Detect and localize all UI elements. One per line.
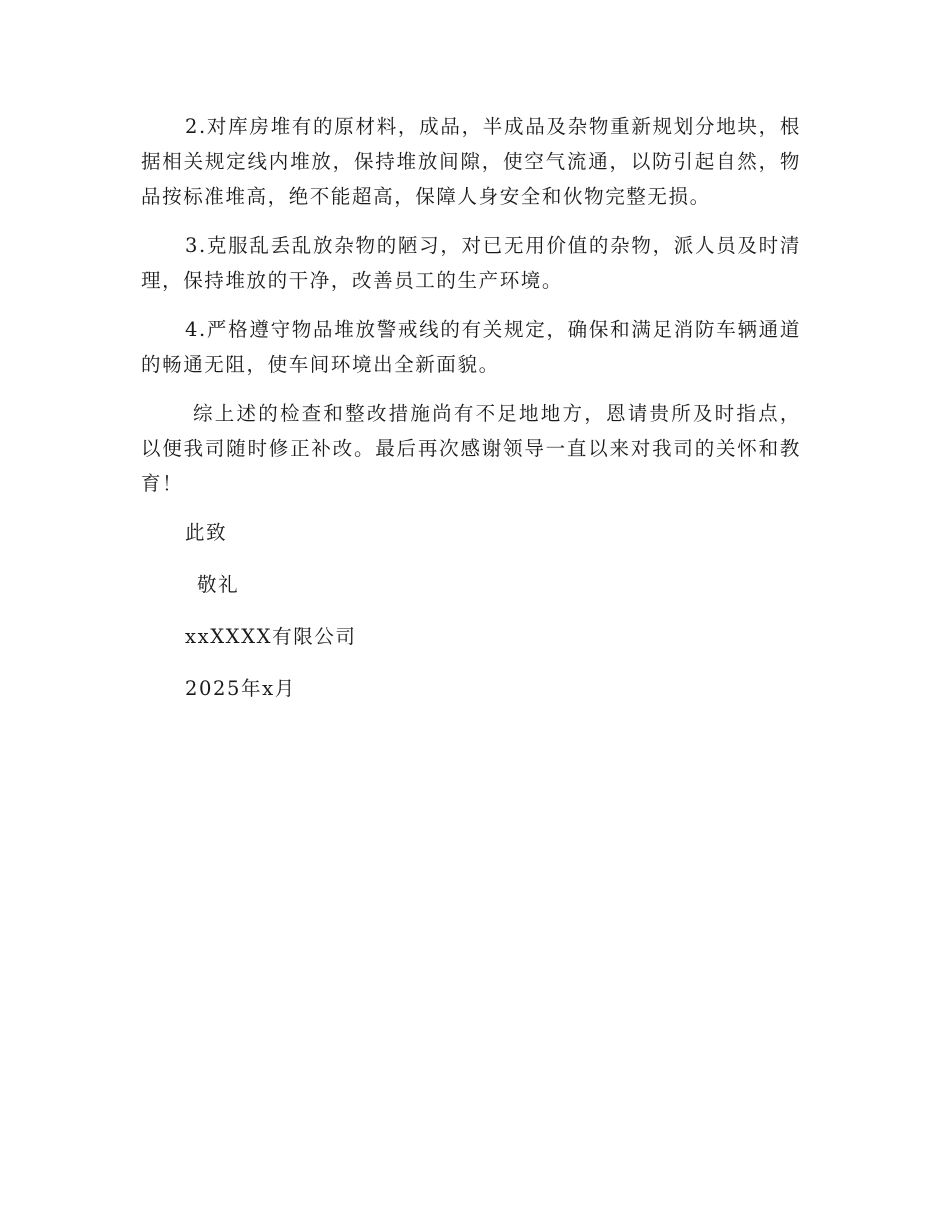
paragraph-item-2: 2.对库房堆有的原材料，成品，半成品及杂物重新规划分地块，根据相关规定线内堆放，保持堆放间隙，使空气流通，以防引起自然，物品按标准堆高，绝不能超高，保障人身安全和伙物完整无损。: [141, 115, 801, 208]
document-body: [141, 109, 801, 723]
company-name: xxXXXX有限公司: [185, 625, 357, 648]
closing-paragraph: 综上述的检查和整改措施尚有不足地地方，恩请贵所及时指点，以便我司随时修正补改。最后再次感谢领导一直以来对我司的关怀和教育！: [141, 402, 801, 495]
paragraph-item-3: 3.克服乱丢乱放杂物的陋习，对已无用价值的杂物，派人员及时清理，保持堆放的干净，改善员工的生产环境。: [141, 234, 801, 292]
salutation-cizhi: 此致: [185, 521, 228, 544]
paragraph-item-4: 4.严格遵守物品堆放警戒线的有关规定，确保和满足消防车辆通道的畅通无阻，使车间环境出全新面貌。: [141, 318, 801, 376]
document-date: 2025年x月: [185, 677, 296, 700]
salutation-jingli: 敬礼: [197, 573, 240, 596]
